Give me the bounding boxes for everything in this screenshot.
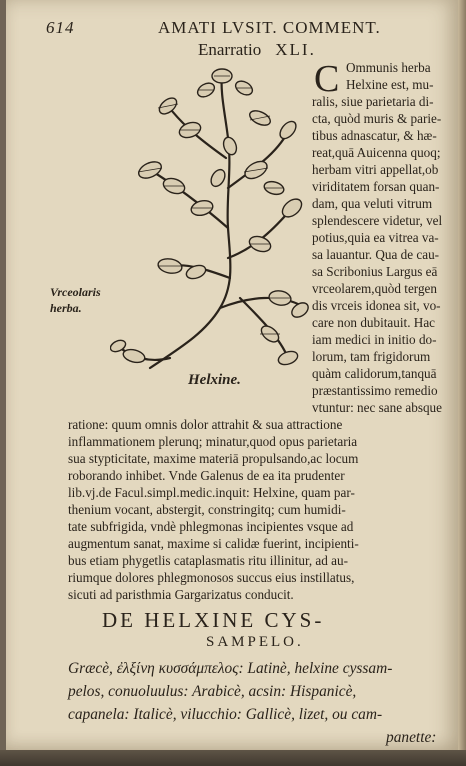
column-line: quàm calidorum,tanquā xyxy=(312,366,437,381)
column-line: lorum, tam frigidorum xyxy=(312,349,431,364)
synonym-line: panette: xyxy=(386,729,437,746)
column-line: ralis, siue parietaria di- xyxy=(312,94,434,109)
column-line: potius,quia ea vitrea va- xyxy=(312,230,439,245)
section-subtitle: SAMPELO. xyxy=(206,634,304,650)
book-page xyxy=(6,0,458,752)
synonym-line: capanela: Italicè, vilucchio: Gallicè, lizet, ou cam- xyxy=(68,706,383,723)
margin-note-line: herba. xyxy=(50,301,82,315)
section-title: DE HELXINE CYS- xyxy=(102,608,325,632)
page-bottom-edge xyxy=(0,750,466,766)
page-header xyxy=(46,18,436,38)
margin-note-line: Vrceolaris xyxy=(50,285,101,299)
column-line: sa lauantur. Qua de cau- xyxy=(312,247,440,262)
column-line: care non dubitauit. Hac xyxy=(312,315,436,330)
column-line: herbam vitri appellat,ob xyxy=(312,162,439,177)
column-line: Ommunis herba xyxy=(346,60,431,75)
body-line: augmentum sanat, maxime si calidæ fuerint, incipienti- xyxy=(68,536,359,551)
column-line: iam medici in initio do- xyxy=(312,332,437,347)
body-line: bus etiam phygetlis cataplasmatis ritu illinitur, ad au- xyxy=(68,553,349,568)
body-line: tate subfrigida, vndè phlegmonas incipientes vsque ad xyxy=(68,519,354,534)
column-line: Helxine est, mu- xyxy=(346,77,434,92)
body-line: ratione: quum omnis dolor attrahit & sua attractione xyxy=(68,417,343,432)
body-line: sicuti ad paristhmia Gargarizatus conducit. xyxy=(68,587,294,602)
body-line: sua stypticitate, maxime materiā propulsando,ac locum xyxy=(68,451,359,466)
drop-cap: C xyxy=(314,58,340,100)
body-line: riumque dolores phlegmonosos succus eius instillatus, xyxy=(68,570,355,585)
column-line: viriditatem forsan quan- xyxy=(312,179,440,194)
synonym-line: pelos, conuoluulus: Arabicè, acsin: Hispanicè, xyxy=(68,683,357,700)
column-line: vtuntur: nec sane absque xyxy=(312,400,443,415)
running-head: AMATI LVSIT. COMMENT. xyxy=(158,18,381,37)
margin-note xyxy=(50,284,116,316)
body-line: thenium vocant, abstergit, constringitq; cum humidi- xyxy=(68,502,346,517)
helxine-plant-woodcut xyxy=(110,58,310,390)
section-heading xyxy=(198,40,316,60)
body-line: roborando inhibet. Vnde Galenus de ea ita prudenter xyxy=(68,468,345,483)
body-line: lib.vj.de Facul.simpl.medic.inquit: Helxine, quam par- xyxy=(68,485,355,500)
column-line: tibus adnascatur, & hæ- xyxy=(312,128,437,143)
column-line: cta, quòd muris & parie- xyxy=(312,111,442,126)
column-line: reat,quā Auicenna quoq; xyxy=(312,145,441,160)
column-line: dam, qua veluti vitrum xyxy=(312,196,433,211)
column-line: dis vrceis idonea sit, vo- xyxy=(312,298,441,313)
column-line: vrceolarem,quòd tergen xyxy=(312,281,437,296)
section-label: Enarratio xyxy=(198,40,262,59)
body-line: inflammationem plerunq; minatur,quod opus parietaria xyxy=(68,434,358,449)
book-gutter xyxy=(458,0,466,766)
synonym-line: Græcè, ἐλξίνη κυσσάμπελος: Latinè, helxine cyssam- xyxy=(68,660,393,677)
section-number: XLI. xyxy=(275,40,316,59)
page-number: 614 xyxy=(46,18,75,37)
column-line: sa Scribonius Largus eā xyxy=(312,264,438,279)
column-line: præstantissimo remedio xyxy=(312,383,438,398)
column-line: splendescere videtur, vel xyxy=(312,213,443,228)
figure-caption: Helxine. xyxy=(188,372,241,388)
